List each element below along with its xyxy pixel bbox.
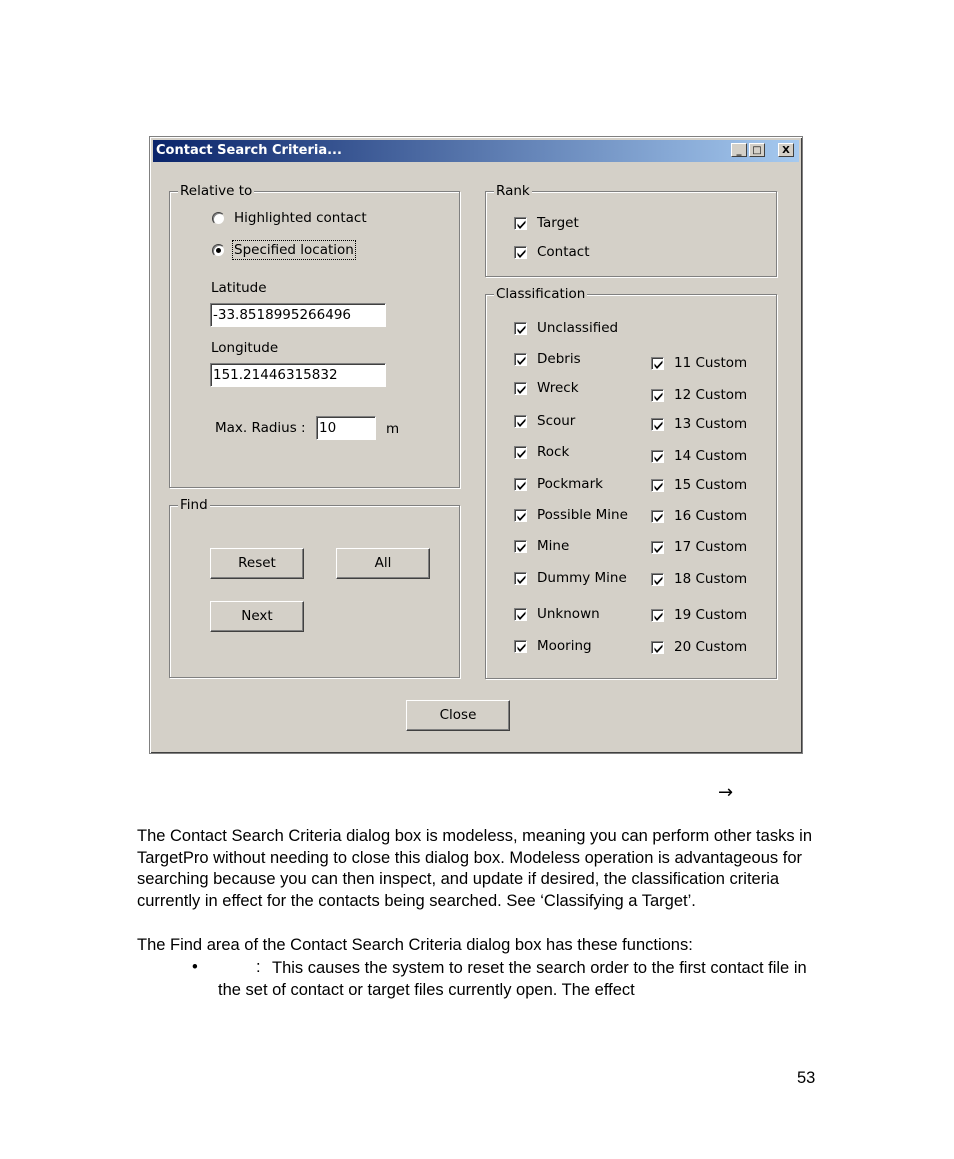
class-dummy-mine-checkbox[interactable] — [514, 572, 527, 585]
class-19-custom-checkbox[interactable] — [651, 609, 664, 622]
highlighted-contact-radio[interactable] — [212, 212, 225, 225]
rank-group — [485, 183, 777, 277]
class-unclassified-label[interactable]: Unclassified — [537, 320, 619, 336]
longitude-field[interactable]: 151.21446315832 — [210, 363, 386, 387]
class-possible-mine-label[interactable]: Possible Mine — [537, 507, 628, 523]
class-12-custom-label[interactable]: 12 Custom — [674, 387, 748, 403]
class-debris-checkbox[interactable] — [514, 353, 527, 366]
reset-button[interactable]: Reset — [210, 548, 304, 579]
class-dummy-mine-label[interactable]: Dummy Mine — [537, 570, 627, 586]
rank-contact-label[interactable]: Contact — [537, 244, 590, 260]
contact-search-criteria-dialog — [149, 136, 803, 754]
class-17-custom-checkbox[interactable] — [651, 541, 664, 554]
class-scour-label[interactable]: Scour — [537, 413, 576, 429]
class-unknown-label[interactable]: Unknown — [537, 606, 600, 622]
rank-target-label[interactable]: Target — [537, 215, 579, 231]
title-bar[interactable] — [153, 140, 799, 162]
class-18-custom-label[interactable]: 18 Custom — [674, 571, 748, 587]
class-unclassified-checkbox[interactable] — [514, 322, 527, 335]
relative-to-legend: Relative to — [180, 183, 253, 199]
rank-target-checkbox[interactable] — [514, 217, 527, 230]
class-17-custom-label[interactable]: 17 Custom — [674, 539, 748, 555]
dialog-title: Contact Search Criteria... — [156, 143, 342, 158]
classification-legend: Classification — [496, 286, 586, 302]
find-group — [169, 497, 460, 678]
class-19-custom-label[interactable]: 19 Custom — [674, 607, 748, 623]
class-15-custom-label[interactable]: 15 Custom — [674, 477, 748, 493]
class-pockmark-checkbox[interactable] — [514, 478, 527, 491]
class-rock-checkbox[interactable] — [514, 446, 527, 459]
latitude-field[interactable]: -33.8518995266496 — [210, 303, 386, 327]
all-button[interactable]: All — [336, 548, 430, 579]
paragraph-find-area: The Find area of the Contact Search Criteria dialog box has these functions: — [137, 936, 693, 954]
class-15-custom-checkbox[interactable] — [651, 479, 664, 492]
class-20-custom-label[interactable]: 20 Custom — [674, 639, 748, 655]
specified-location-label[interactable]: Specified location — [234, 242, 354, 258]
class-rock-label[interactable]: Rock — [537, 444, 570, 460]
close-window-button[interactable] — [778, 143, 794, 157]
close-button[interactable]: Close — [406, 700, 510, 731]
rank-legend: Rank — [496, 183, 530, 199]
class-debris-label[interactable]: Debris — [537, 351, 581, 367]
class-mooring-label[interactable]: Mooring — [537, 638, 592, 654]
class-wreck-checkbox[interactable] — [514, 382, 527, 395]
highlighted-contact-label[interactable]: Highlighted contact — [234, 210, 367, 226]
class-16-custom-checkbox[interactable] — [651, 510, 664, 523]
class-20-custom-checkbox[interactable] — [651, 641, 664, 654]
minimize-button[interactable] — [731, 143, 747, 157]
class-scour-checkbox[interactable] — [514, 415, 527, 428]
class-11-custom-checkbox[interactable] — [651, 357, 664, 370]
specified-location-radio[interactable] — [212, 244, 225, 257]
maximize-button[interactable] — [749, 143, 765, 157]
longitude-label: Longitude — [211, 340, 279, 356]
classification-group — [485, 286, 777, 679]
close-icon: X — [782, 145, 790, 156]
bullet-text: This causes the system to reset the search order to the first contact file in the set of contact or target files currently open. The effect — [218, 959, 807, 999]
class-unknown-checkbox[interactable] — [514, 608, 527, 621]
class-mine-label[interactable]: Mine — [537, 538, 570, 554]
class-mooring-checkbox[interactable] — [514, 640, 527, 653]
relative-to-group — [169, 183, 460, 488]
next-button[interactable]: Next — [210, 601, 304, 632]
rank-contact-checkbox[interactable] — [514, 246, 527, 259]
latitude-label: Latitude — [211, 280, 267, 296]
page-number: 53 — [797, 1069, 816, 1087]
paragraph-modeless: The Contact Search Criteria dialog box is modeless, meaning you can perform other tasks in TargetPro without needing to close this dialog box. Modeless operation is advantageous for searching because you can then inspect, and update if desired, the classification criteria currently in effect for the contacts being searched. See ‘Classifying a Target’. — [137, 827, 812, 910]
class-possible-mine-checkbox[interactable] — [514, 509, 527, 522]
class-14-custom-label[interactable]: 14 Custom — [674, 448, 748, 464]
minimize-icon: _ — [736, 145, 742, 156]
class-pockmark-label[interactable]: Pockmark — [537, 476, 603, 492]
maximize-icon: □ — [752, 145, 762, 156]
bullet-colon: : — [256, 958, 261, 976]
class-18-custom-checkbox[interactable] — [651, 573, 664, 586]
class-13-custom-checkbox[interactable] — [651, 418, 664, 431]
arrow-glyph: → — [718, 782, 734, 803]
max-radius-label: Max. Radius : — [215, 420, 306, 436]
class-mine-checkbox[interactable] — [514, 540, 527, 553]
class-13-custom-label[interactable]: 13 Custom — [674, 416, 748, 432]
class-wreck-label[interactable]: Wreck — [537, 380, 579, 396]
bullet: • — [192, 958, 198, 976]
max-radius-unit: m — [386, 421, 400, 437]
find-legend: Find — [180, 497, 208, 513]
class-11-custom-label[interactable]: 11 Custom — [674, 355, 748, 371]
class-12-custom-checkbox[interactable] — [651, 389, 664, 402]
class-14-custom-checkbox[interactable] — [651, 450, 664, 463]
max-radius-field[interactable]: 10 — [316, 416, 376, 440]
class-16-custom-label[interactable]: 16 Custom — [674, 508, 748, 524]
